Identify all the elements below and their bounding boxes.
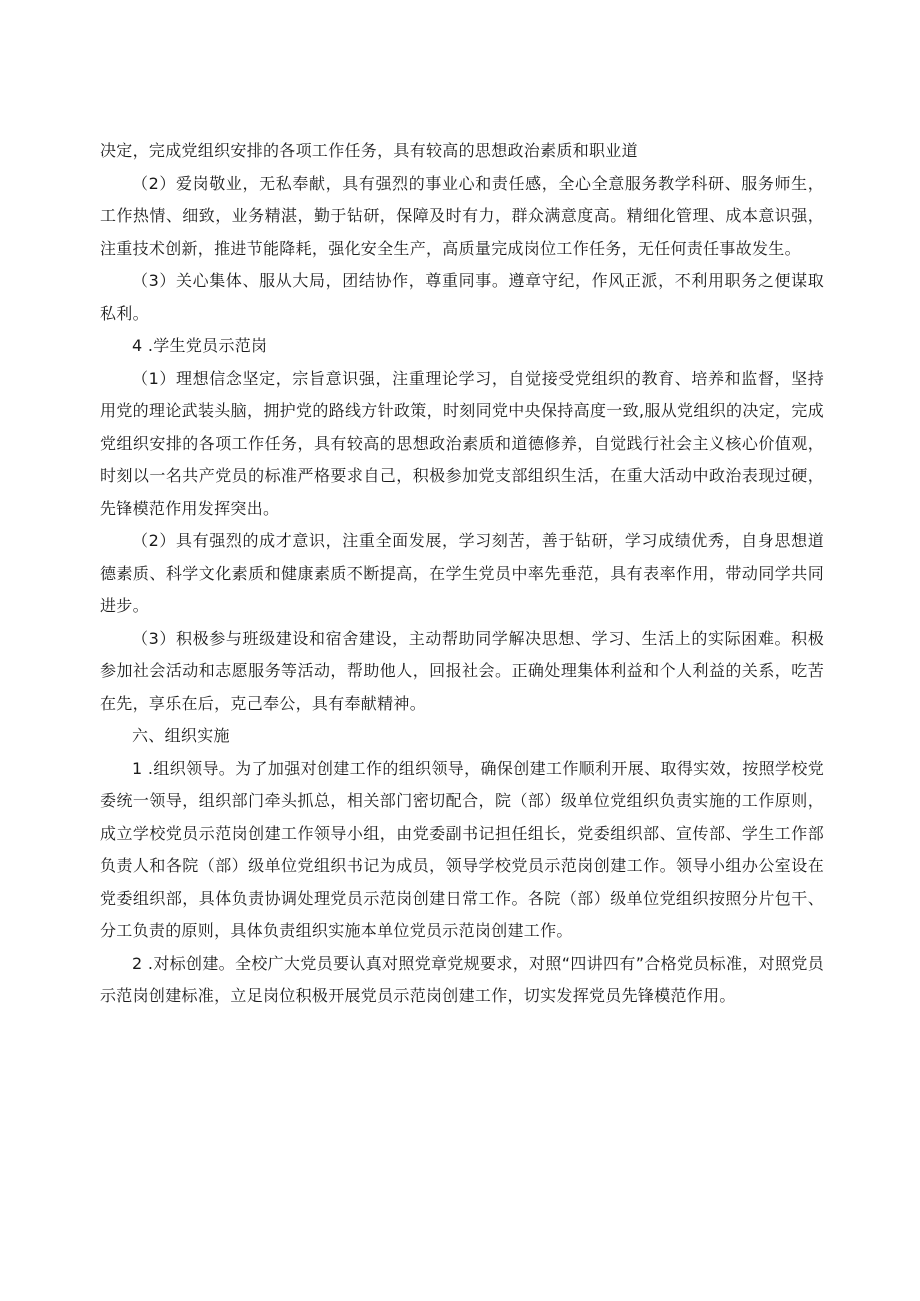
paragraph-student-item-3: （3）积极参与班级建设和宿舍建设，主动帮助同学解决思想、学习、生活上的实际困难。积极参加社会活动和志愿服务等活动，帮助他人，回报社会。正确处理集体利益和个人利益的关系，吃苦在先，享乐在后，克己奉公，具有奉献精神。 <box>100 628 824 713</box>
paragraph-organization-leadership: 1 .组织领导。为了加强对创建工作的组织领导，确保创建工作顺利开展、取得实效，按照学校党委统一领导，组织部门牵头抓总，相关部门密切配合，院（部）级单位党组织负责实施的工作原则，成立学校党员示范岗创建工作领导小组，由党委副书记担任组长，党委组织部、宣传部、学生工作部负责人和各院（部）级单位党组织书记为成员，领导学校党员示范岗创建工作。领导小组办公室设在党委组织部，具体负责协调处理党员示范岗创建日常工作。各院（部）级单位党组织按照分片包干、分工负责的原则，具体负责组织实施本单位党员示范岗创建工作。 <box>100 758 824 940</box>
paragraph-item-2-dedication: （2）爱岗敬业，无私奉献，具有强烈的事业心和责任感，全心全意服务教学科研、服务师生，工作热情、细致，业务精湛，勤于钻研，保障及时有力，群众满意度高。精细化管理、成本意识强，注重技术创新，推进节能降耗，强化安全生产，高质量完成岗位工作任务，无任何责任事故发生。 <box>100 173 824 258</box>
paragraph-benchmark-creation: 2 .对标创建。全校广大党员要认真对照党章党规要求，对照“四讲四有”合格党员标准，对照党员示范岗创建标准，立足岗位积极开展党员示范岗创建工作，切实发挥党员先锋模范作用。 <box>100 953 824 1005</box>
paragraph-student-item-2: （2）具有强烈的成才意识，注重全面发展，学习刻苦，善于钻研，学习成绩优秀，自身思想道德素质、科学文化素质和健康素质不断提高，在学生党员中率先垂范，具有表率作用，带动同学共同进步。 <box>100 531 824 615</box>
document-body <box>100 135 824 1013</box>
paragraph-continuation: 决定，完成党组织安排的各项工作任务，具有较高的思想政治素质和职业道 <box>100 141 638 160</box>
paragraph-student-item-1: （1）理想信念坚定，宗旨意识强，注重理论学习，自觉接受党组织的教育、培养和监督，坚持用党的理论武装头脑，拥护党的路线方针政策，时刻同党中央保持高度一致,服从党组织的决定，完成党组织安排的各项工作任务，具有较高的思想政治素质和道德修养，自觉践行社会主义核心价值观，时刻以一名共产党员的标准严格要求自己，积极参加党支部组织生活，在重大活动中政治表现过硬，先锋模范作用发挥突出。 <box>100 368 824 518</box>
section-heading-student-party-member: 4 .学生党员示范岗 <box>132 336 268 355</box>
section-heading-implementation: 六、组织实施 <box>132 726 230 745</box>
paragraph-item-3-collective: （3）关心集体、服从大局，团结协作，尊重同事。遵章守纪，作风正派，不利用职务之便谋取私利。 <box>100 271 824 323</box>
